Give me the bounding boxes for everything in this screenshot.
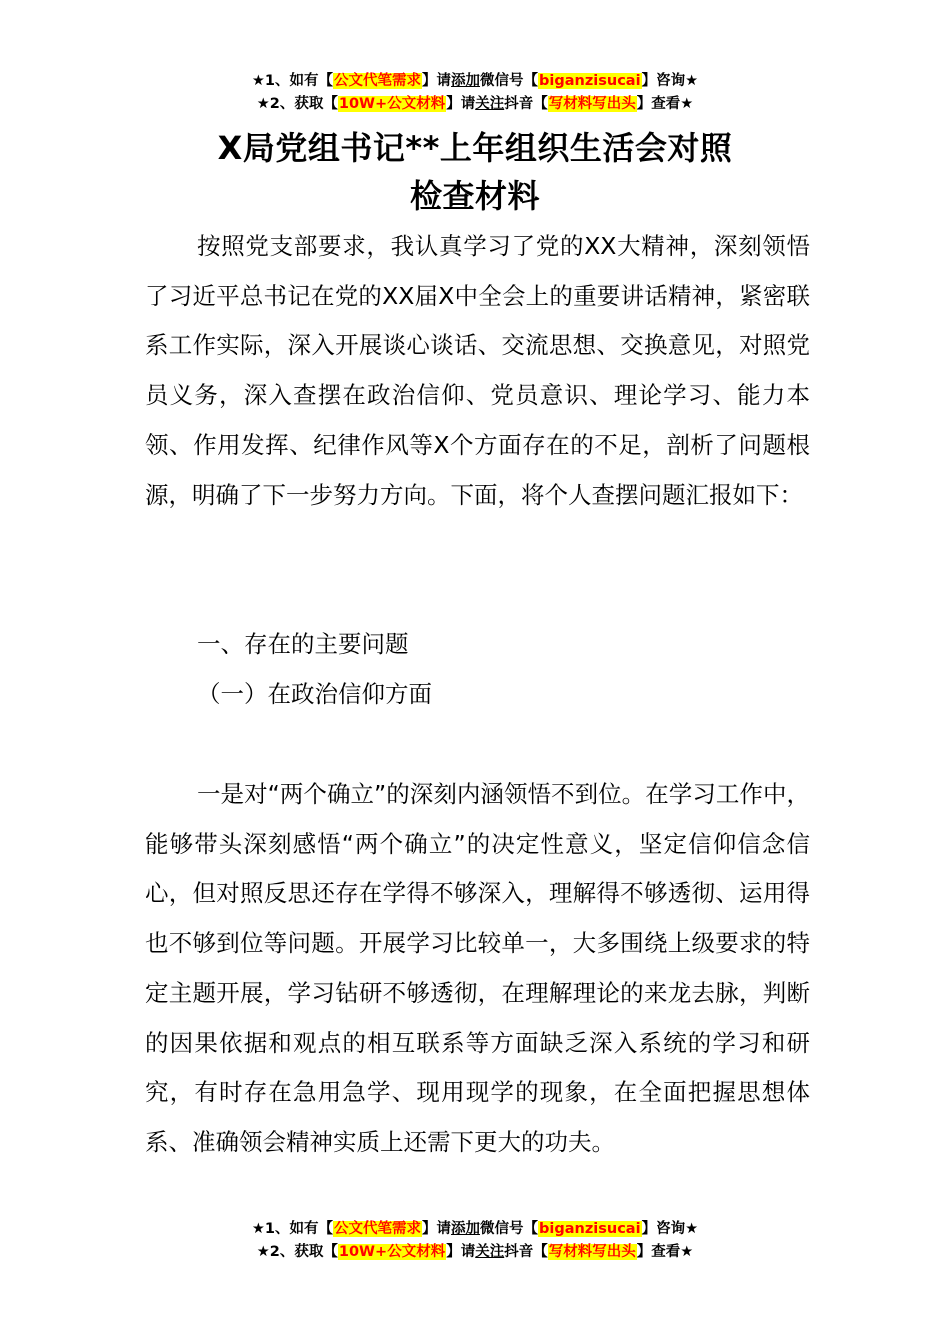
banner-line-1 <box>0 1218 950 1241</box>
banner-text: 】查看★ <box>636 1244 694 1260</box>
banner-text: 】请 <box>446 96 476 112</box>
banner-text: 】请 <box>446 1244 476 1260</box>
banner-highlight: 公文代笔需求 <box>334 73 422 89</box>
footer-banner <box>0 1218 950 1264</box>
body-paragraph: 一是对“两个确立”的深刻内涵领悟不到位。在学习工作中，能够带头深刻感悟“两个确立”的决定性意义，坚定信仰信念信心，但对照反思还存在学得不够深入，理解得不够透彻、运用得也不够到位等问题。开展学习比较单一，大多围绕上级要求的特定主题开展，学习钻研不够透彻，在理解理论的来龙去脉，判断的因果依据和观点的相互联系等方面缺乏深入系统的学习和研究，有时存在急用急学、现用现学的现象，在全面把握思想体系、准确领会精神实质上还需下更大的功夫。 <box>145 780 810 1156</box>
banner-highlight: biganzisucai <box>539 73 641 89</box>
banner-text: ★1、如有【 <box>251 1221 334 1237</box>
banner-highlight: 公文代笔需求 <box>334 1221 422 1237</box>
banner-highlight: biganzisucai <box>539 1221 641 1237</box>
banner-text: 微信号【 <box>480 1221 539 1237</box>
subsection-heading: （一）在政治信仰方面 <box>197 680 432 708</box>
banner-text: 抖音【 <box>504 96 548 112</box>
banner-highlight: 10W+公文材料 <box>338 1244 446 1260</box>
banner-text: 】咨询★ <box>641 1221 699 1237</box>
title-line-1: X局党组书记**上年组织生活会对照 <box>217 129 733 167</box>
banner-text: 抖音【 <box>504 1244 548 1260</box>
banner-highlight: 写材料写出头 <box>548 96 636 112</box>
banner-text: ★2、获取【 <box>256 1244 338 1260</box>
banner-text-underlined: 关注 <box>475 96 505 112</box>
banner-text: 】请 <box>422 73 452 89</box>
banner-highlight: 写材料写出头 <box>548 1244 636 1260</box>
banner-text: 】查看★ <box>636 96 694 112</box>
banner-text: 】咨询★ <box>641 73 699 89</box>
banner-text: 微信号【 <box>480 73 539 89</box>
title-line-2: 检查材料 <box>409 177 540 215</box>
banner-text-underlined: 关注 <box>475 1244 505 1260</box>
banner-line-2 <box>0 1241 950 1264</box>
banner-text-underlined: 添加 <box>451 73 481 89</box>
banner-text: 】请 <box>422 1221 452 1237</box>
banner-text-underlined: 添加 <box>451 1221 481 1237</box>
banner-highlight: 10W+公文材料 <box>338 96 446 112</box>
banner-text: ★1、如有【 <box>251 73 334 89</box>
banner-line-2 <box>0 93 950 116</box>
banner-text: ★2、获取【 <box>256 96 338 112</box>
header-banner <box>0 70 950 116</box>
section-heading: 一、存在的主要问题 <box>197 630 409 658</box>
intro-paragraph: 按照党支部要求，我认真学习了党的XX大精神，深刻领悟了习近平总书记在党的XX届X中全会上的重要讲话精神，紧密联系工作实际，深入开展谈心谈话、交流思想、交换意见，对照党员义务，深入查摆在政治信仰、党员意识、理论学习、能力本领、作用发挥、纪律作风等X个方面存在的不足，剖析了问题根源，明确了下一步努力方向。下面，将个人查摆问题汇报如下： <box>145 232 810 509</box>
document-title <box>0 124 950 220</box>
banner-line-1 <box>0 70 950 93</box>
